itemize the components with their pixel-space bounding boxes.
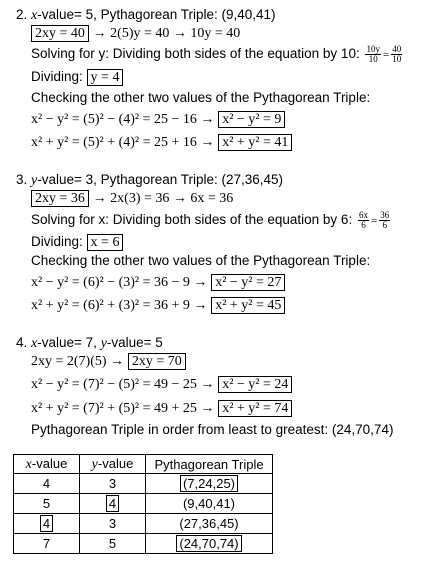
boxed-result: x = 6 [87,234,124,251]
column-header-y: y-value [80,455,146,474]
table-row [14,534,273,554]
boxed-triple: (24,70,74) [176,535,241,552]
equation-steps: → 2x(3) = 36 → 6x = 36 [92,191,234,206]
fraction-numerator: 10y [366,44,380,54]
equals-sign: = [382,49,390,62]
problem-3-check-text: Checking the other two values of the Pythagorean Triple: [31,253,371,268]
fraction [391,45,402,64]
solving-text: Solving for y: Dividing both sides of the equation by 10: [31,46,360,62]
problem-4-order-text: Pythagorean Triple in order from least to greatest: (24,70,74) [31,422,394,437]
dividing-label: Dividing: [31,234,83,249]
table-header-row [14,455,273,474]
table-cell-y: 3 [80,514,146,534]
boxed-result: y = 4 [87,69,124,86]
table-cell-y: 3 [80,474,146,494]
equation-expression: 2xy = 2(7)(5) → [31,354,125,369]
problem-3-sum-line [31,296,285,314]
column-header-triple: Pythagorean Triple [146,455,273,474]
problem-4-heading [16,334,163,352]
dividing-label: Dividing: [31,69,83,84]
variable: y [31,173,38,188]
problem-2-sum-line [31,133,292,151]
problem-4-equation-line [31,352,186,370]
solving-text: Solving for x: Dividing both sides of the equation by 6: [31,212,353,228]
column-header-x: x-value [14,455,80,474]
boxed-difference: x² − y² = 9 [218,111,285,128]
boxed-value: 4 [40,515,53,532]
fraction-numerator: 40 [392,44,402,54]
problem-number: 2. [16,7,28,22]
fraction-denominator: 6 [382,220,387,230]
fraction [358,211,369,230]
boxed-equation: 2xy = 36 [31,190,89,207]
variable: x [31,8,38,23]
heading-text: -value= 5, Pythagorean Triple: (9,40,41) [37,7,276,22]
difference-expression: x² − y² = (6)² − (3)² = 36 − 9 → [31,275,208,290]
difference-expression: x² − y² = (5)² − (4)² = 25 − 16 → [31,112,215,127]
sum-expression: x² + y² = (5)² + (4)² = 25 + 16 → [31,135,215,150]
boxed-sum: x² + y² = 45 [211,297,285,314]
fraction [379,211,390,230]
table-cell-triple: (9,40,41) [146,494,273,514]
problem-2-equation-line [31,24,240,42]
heading-text: -value= 5 [106,335,163,350]
table-row [14,494,273,514]
problem-number: 3. [16,172,28,187]
sum-expression: x² + y² = (7)² + (5)² = 49 + 25 → [31,401,215,416]
fraction-numerator: 36 [380,210,390,220]
boxed-difference: x² − y² = 24 [218,376,292,393]
table-row [14,474,273,494]
difference-expression: x² − y² = (7)² − (5)² = 49 − 25 → [31,377,215,392]
problem-3-dividing-line [31,233,123,251]
variable: y [100,336,107,351]
problem-2-heading [16,6,276,24]
problem-4-sum-line [31,399,292,417]
pythagorean-triple-table [13,454,273,554]
boxed-equation: 2xy = 40 [31,25,89,42]
heading-text: -value= 7, [37,335,97,350]
problem-4-difference-line [31,375,292,393]
problem-2-check-text: Checking the other two values of the Pythagorean Triple: [31,90,371,105]
boxed-sum: x² + y² = 74 [218,400,292,417]
boxed-triple: (7,24,25) [180,475,238,492]
fraction-denominator: 10 [392,54,402,64]
problem-2-dividing-line [31,68,123,86]
fraction-denominator: 6 [361,220,366,230]
table-cell-y: 5 [80,534,146,554]
heading-text: -value= 3, Pythagorean Triple: (27,36,45) [37,172,284,187]
table-cell-x: 4 [14,474,80,494]
problem-2-difference-line [31,110,285,128]
boxed-sum: x² + y² = 41 [218,134,292,151]
problem-2-solving-line [31,45,404,63]
problem-3-solving-line [31,211,392,229]
equation-steps: → 2(5)y = 40 → 10y = 40 [92,26,241,41]
table-cell-x [14,514,80,534]
boxed-difference: x² − y² = 27 [211,274,285,291]
problem-3-heading [16,171,283,189]
table-row [14,514,273,534]
boxed-equation: 2xy = 70 [128,353,186,370]
fraction-numerator: 6x [358,210,368,220]
table-cell-triple: (27,36,45) [146,514,273,534]
table-cell-x: 7 [14,534,80,554]
boxed-value: 4 [106,495,119,512]
variable: x [31,336,38,351]
equals-sign: = [370,215,378,228]
problem-3-difference-line [31,273,285,291]
problem-3-equation-line [31,189,233,207]
sum-expression: x² + y² = (6)² + (3)² = 36 + 9 → [31,298,208,313]
table-cell-triple [146,534,273,554]
table-cell-y [80,494,146,514]
table-cell-triple [146,474,273,494]
table-cell-x: 5 [14,494,80,514]
fraction [365,45,381,64]
fraction-denominator: 10 [368,54,378,64]
problem-number: 4. [16,335,28,350]
